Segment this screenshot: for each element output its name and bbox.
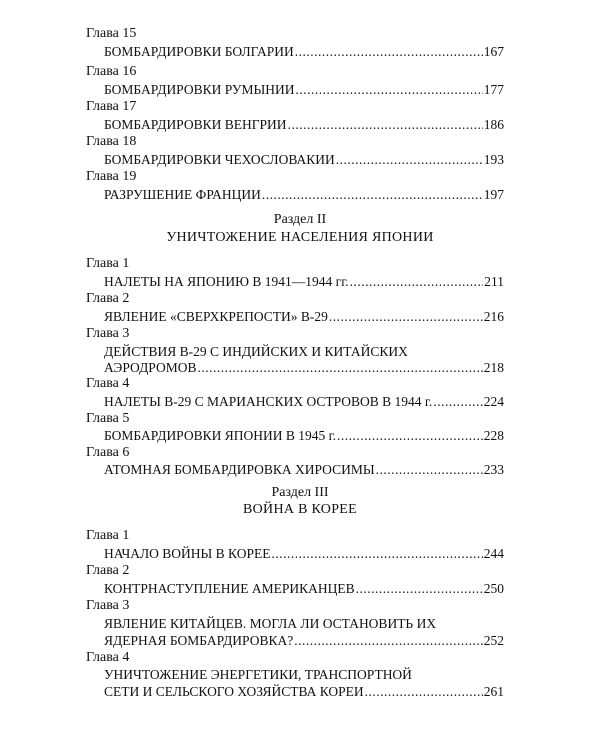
page-number: 197 [483, 187, 504, 202]
chapter-label: Глава 1 [86, 256, 130, 271]
section-title: УНИЧТОЖЕНИЕ НАСЕЛЕНИЯ ЯПОНИИ [166, 230, 434, 245]
chapter-label: Глава 19 [86, 169, 137, 184]
entry-title: БОМБАРДИРОВКИ ВЕНГРИИ [104, 117, 287, 132]
toc-entry[interactable] [104, 152, 504, 168]
toc-entry[interactable] [104, 309, 504, 325]
dot-leader [329, 309, 483, 325]
toc-entry[interactable] [104, 44, 504, 60]
toc-entry-continuation[interactable] [104, 684, 504, 700]
entry-title: НАЧАЛО ВОЙНЫ В КОРЕЕ [104, 546, 271, 561]
toc-entry[interactable] [104, 394, 504, 410]
dot-leader [356, 581, 483, 597]
page-number: 233 [483, 462, 504, 477]
toc-entry-continuation[interactable] [104, 633, 504, 649]
entry-title: СЕТИ И СЕЛЬСКОГО ХОЗЯЙСТВА КОРЕИ [104, 684, 364, 699]
dot-leader [295, 44, 483, 60]
toc-entry[interactable] [104, 187, 504, 203]
toc-entry[interactable] [104, 344, 504, 360]
page-number: 252 [483, 633, 504, 648]
page-number: 211 [484, 274, 504, 289]
entry-title: НАЛЕТЫ НА ЯПОНИЮ В 1941—1944 гг. [104, 274, 349, 289]
entry-title: ЯВЛЕНИЕ КИТАЙЦЕВ. МОГЛА ЛИ ОСТАНОВИТЬ ИХ [104, 616, 437, 631]
chapter-label: Глава 6 [86, 445, 130, 460]
toc-entry[interactable] [104, 616, 504, 632]
toc-entry[interactable] [104, 581, 504, 597]
dot-leader [296, 82, 483, 98]
dot-leader [294, 633, 483, 649]
chapter-label: Глава 17 [86, 99, 137, 114]
entry-title: ДЕЙСТВИЯ В-29 С ИНДИЙСКИХ И КИТАЙСКИХ [104, 344, 408, 359]
dot-leader [271, 546, 482, 562]
toc-entry[interactable] [104, 667, 504, 683]
page-number: 228 [483, 428, 504, 443]
chapter-label: Глава 2 [86, 563, 130, 578]
entry-title: БОМБАРДИРОВКИ ЧЕХОСЛОВАКИИ [104, 152, 335, 167]
toc-entry[interactable] [104, 117, 504, 133]
entry-title: КОНТРНАСТУПЛЕНИЕ АМЕРИКАНЦЕВ [104, 581, 355, 596]
entry-title: ЯДЕРНАЯ БОМБАРДИРОВКА? [104, 633, 294, 648]
dot-leader [288, 117, 483, 133]
page-number: 244 [483, 546, 504, 561]
toc-entry[interactable] [104, 546, 504, 562]
section-label: Раздел II [273, 212, 327, 227]
page-number: 186 [483, 117, 504, 132]
toc-entry[interactable] [104, 462, 504, 478]
entry-title: БОМБАРДИРОВКИ ЯПОНИИ В 1945 г. [104, 428, 337, 443]
chapter-label: Глава 4 [86, 376, 130, 391]
entry-title: НАЛЕТЫ В-29 С МАРИАНСКИХ ОСТРОВОВ В 1944 г. [104, 394, 433, 409]
dot-leader [433, 394, 482, 410]
page-number: 224 [483, 394, 504, 409]
page-number: 218 [483, 360, 504, 375]
dot-leader [365, 684, 483, 700]
page-number: 216 [483, 309, 504, 324]
chapter-label: Глава 1 [86, 528, 130, 543]
chapter-label: Глава 16 [86, 64, 137, 79]
page-number: 261 [483, 684, 504, 699]
toc-entry[interactable] [104, 428, 504, 444]
chapter-label: Глава 5 [86, 411, 130, 426]
entry-title: УНИЧТОЖЕНИЕ ЭНЕРГЕТИКИ, ТРАНСПОРТНОЙ [104, 667, 412, 682]
dot-leader [262, 187, 483, 203]
dot-leader [350, 274, 484, 290]
toc-entry[interactable] [104, 82, 504, 98]
dot-leader [376, 462, 483, 478]
chapter-label: Глава 4 [86, 650, 130, 665]
chapter-label: Глава 2 [86, 291, 130, 306]
entry-title: ЯВЛЕНИЕ «СВЕРХКРЕПОСТИ» В-29 [104, 309, 328, 324]
page-number: 193 [483, 152, 504, 167]
dot-leader [336, 152, 483, 168]
chapter-label: Глава 15 [86, 26, 137, 41]
toc-entry-continuation[interactable] [104, 360, 504, 376]
chapter-label: Глава 3 [86, 598, 130, 613]
section-title: ВОЙНА В КОРЕЕ [242, 502, 357, 517]
entry-title: АЭРОДРОМОВ [104, 360, 197, 375]
entry-title: БОМБАРДИРОВКИ БОЛГАРИИ [104, 44, 294, 59]
dot-leader [197, 360, 482, 376]
chapter-label: Глава 3 [86, 326, 130, 341]
dot-leader [337, 428, 483, 444]
toc-entry[interactable] [104, 274, 504, 290]
entry-title: БОМБАРДИРОВКИ РУМЫНИИ [104, 82, 295, 97]
chapter-label: Глава 18 [86, 134, 137, 149]
entry-title: АТОМНАЯ БОМБАРДИРОВКА ХИРОСИМЫ [104, 462, 375, 477]
page-number: 250 [483, 581, 504, 596]
page-number: 177 [483, 82, 504, 97]
entry-title: РАЗРУШЕНИЕ ФРАНЦИИ [104, 187, 261, 202]
page-number: 167 [483, 44, 504, 59]
section-label: Раздел III [271, 485, 329, 500]
